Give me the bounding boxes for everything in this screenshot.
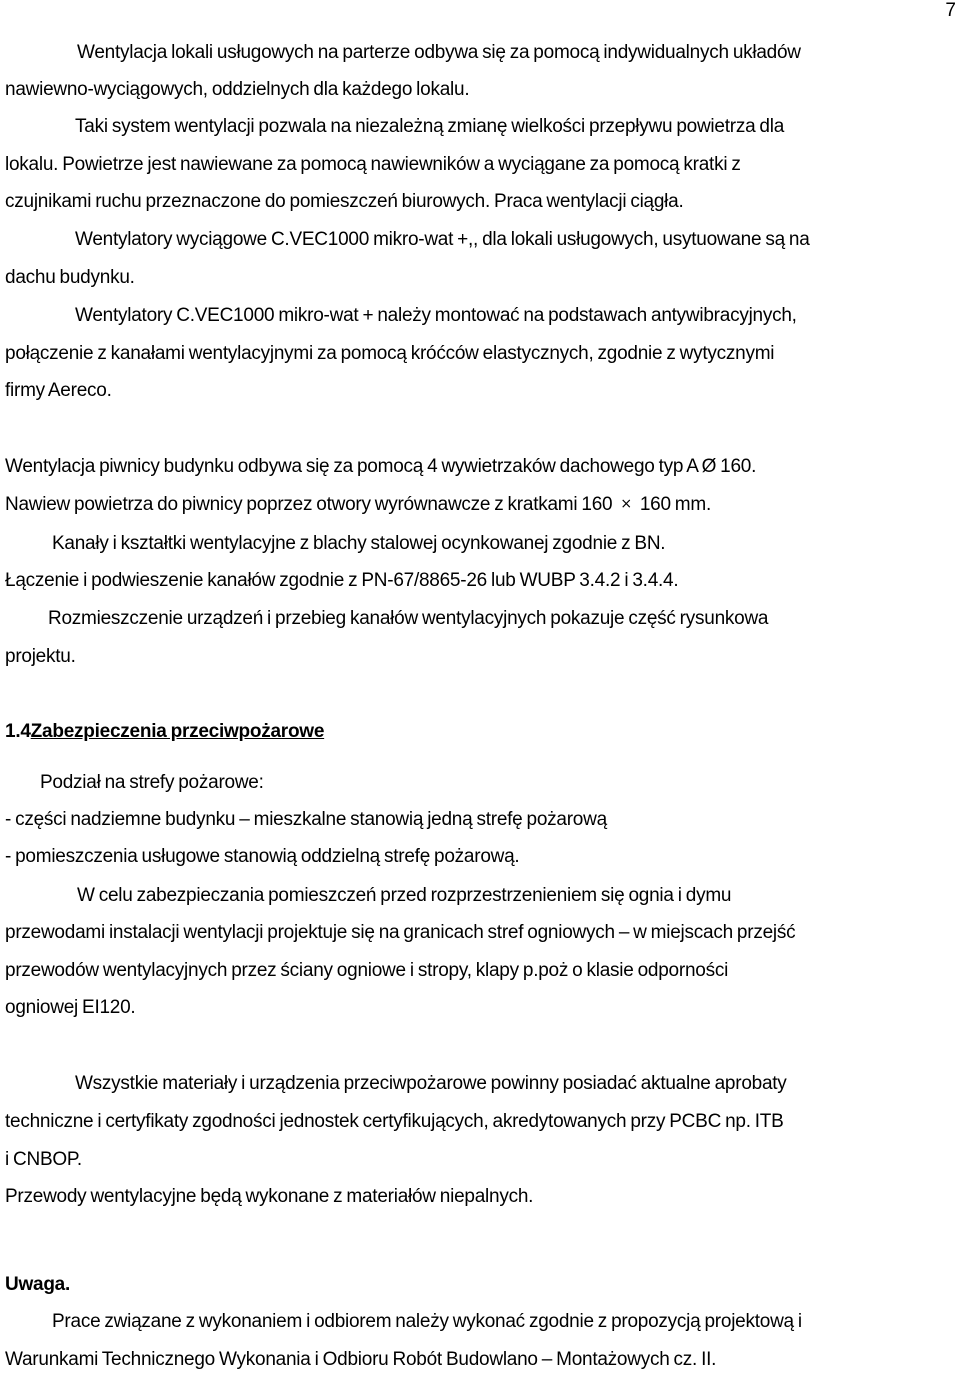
paragraph-line: i CNBOP.: [5, 1149, 82, 1170]
paragraph-line: połączenie z kanałami wentylacyjnymi za pomocą króćców elastycznych, zgodnie z wytycznymi: [5, 343, 775, 364]
list-item: - części nadziemne budynku – mieszkalne stanowią jedną strefę pożarową: [5, 809, 607, 830]
paragraph-line: Kanały i kształtki wentylacyjne z blachy stalowej ocynkowanej zgodnie z BN.: [52, 533, 666, 554]
paragraph-line: dachu budynku.: [5, 267, 135, 288]
note-heading: Uwaga.: [5, 1274, 71, 1295]
section-heading: [5, 720, 324, 744]
paragraph-line: Wentylacja lokali usługowych na parterze odbywa się za pomocą indywidualnych układów: [77, 42, 801, 63]
paragraph-line: projektu.: [5, 646, 76, 667]
paragraph-line: czujnikami ruchu przeznaczone do pomieszczeń biurowych. Praca wentylacji ciągła.: [5, 191, 684, 212]
paragraph-line: Prace związane z wykonaniem i odbiorem należy wykonać zgodnie z propozycją projektową i: [52, 1311, 802, 1332]
paragraph-line: Rozmieszczenie urządzeń i przebieg kanałów wentylacyjnych pokazuje część rysunkowa: [48, 608, 769, 629]
paragraph-line: Taki system wentylacji pozwala na niezależną zmianę wielkości przepływu powietrza dla: [75, 116, 785, 137]
paragraph-line: Łączenie i podwieszenie kanałów zgodnie z PN-67/8865-26 lub WUBP 3.4.2 i 3.4.4.: [5, 570, 679, 591]
paragraph-line: techniczne i certyfikaty zgodności jednostek certyfikujących, akredytowanych przy PCBC np. ITB: [5, 1111, 784, 1132]
paragraph-line: przewodów wentylacyjnych przez ściany ogniowe i stropy, klapy p.poż o klasie odporności: [5, 960, 729, 981]
paragraph-line: przewodami instalacji wentylacji projektuje się na granicach stref ogniowych – w miejscach przejść: [5, 922, 796, 943]
section-number: 1.4: [5, 721, 31, 742]
text-segment: 160 mm.: [639, 494, 711, 515]
paragraph-line: firmy Aereco.: [5, 380, 112, 401]
multiplication-sign: ×: [620, 496, 632, 512]
paragraph-line: Wentylacja piwnicy budynku odbywa się za pomocą 4 wywietrzaków dachowego typ A Ø 160.: [5, 456, 757, 477]
page-number: 7: [945, 0, 956, 21]
paragraph-line: Wentylatory C.VEC1000 mikro-wat + należy montować na podstawach antywibracyjnych,: [75, 305, 797, 326]
fire-zones-intro: Podział na strefy pożarowe:: [40, 772, 264, 793]
paragraph-line: Wentylatory wyciągowe C.VEC1000 mikro-wat +,, dla lokali usługowych, usytuowane są na: [75, 229, 810, 250]
paragraph-line: lokalu. Powietrze jest nawiewane za pomocą nawiewników a wyciągane za pomocą kratki z: [5, 154, 741, 175]
paragraph-line: Warunkami Technicznego Wykonania i Odbioru Robót Budowlano – Montażowych cz. II.: [5, 1349, 717, 1370]
section-title: Zabezpieczenia przeciwpożarowe: [30, 721, 325, 742]
text-segment: Nawiew powietrza do piwnicy poprzez otwory wyrównawcze z kratkami 160: [5, 494, 613, 515]
paragraph-line: [5, 493, 711, 518]
paragraph-line: W celu zabezpieczania pomieszczeń przed rozprzestrzenieniem się ognia i dymu: [77, 885, 732, 906]
list-item: - pomieszczenia usługowe stanowią oddzielną strefę pożarową.: [5, 846, 520, 867]
paragraph-line: Wszystkie materiały i urządzenia przeciwpożarowe powinny posiadać aktualne aprobaty: [75, 1073, 787, 1094]
paragraph-line: Przewody wentylacyjne będą wykonane z materiałów niepalnych.: [5, 1186, 534, 1207]
paragraph-line: nawiewno-wyciągowych, oddzielnych dla każdego lokalu.: [5, 79, 470, 100]
paragraph-line: ogniowej EI120.: [5, 997, 136, 1018]
